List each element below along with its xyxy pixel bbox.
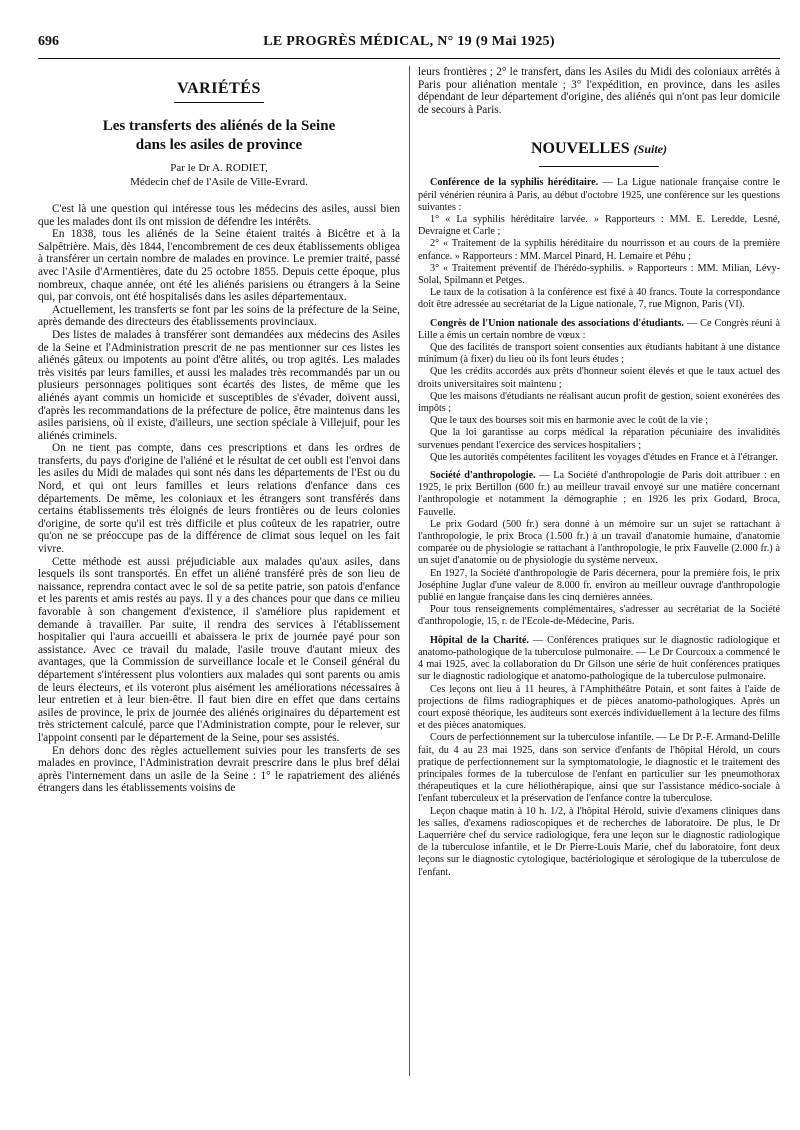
column-divider — [409, 66, 410, 1076]
news-item — [418, 732, 780, 805]
news-item-text: 2° « Traitement de la syphilis héréditaire du nourrisson et au cours de la première enfance. » Rapporteurs : MM. Marcel Pinard, H. Lemaire et Péhu ; — [418, 238, 780, 262]
news-rule — [539, 166, 659, 167]
news-title: NOUVELLES — [530, 140, 630, 158]
news-item — [418, 604, 780, 628]
article-continuation — [418, 66, 780, 116]
news-item-text: Que les crédits accordés aux prêts d'honneur soient élevés et que le taux actuel des droits universitaires soit maintenu ; — [418, 366, 780, 390]
news-item-text: Ces leçons ont lieu à 11 heures, à l'Amphithéâtre Potain, et sont faites à l'aide de projections de films radiographiques et de pièces anatomo-pathologiques. Après un court exposé théorique, les auditeurs sont exercés individuellement à la lecture des films et des pièces anatomiques. — [418, 683, 780, 732]
news-item-text: Que la loi garantisse au corps médical la réparation pécuniaire des invalidités survenues pendant l'exercice des services hospitaliers ; — [418, 427, 780, 451]
title-line-1: Les transferts des aliénés de la Seine — [102, 118, 336, 134]
news-heading — [418, 140, 780, 158]
news-item-text: — La Société d'anthropologie de Paris doit attribuer : en 1925, le prix Bertillon (600 fr.) au meilleur travail envoyé sur une matière concernant l'anthropologie et notamment la démographie ; en 1926 les prix Godard, Broca, Fauvelle. — [418, 470, 780, 518]
news-item — [418, 684, 780, 733]
news-item — [418, 214, 780, 238]
news-item-text: Que des facilités de transport soient consenties aux étudiants habitant à une distance minimum (à fixer) du lieu où ils font leurs études ; — [418, 342, 780, 366]
news-item — [418, 177, 780, 214]
news-item — [418, 635, 780, 684]
news-item-text: Que les autorités compétentes facilitent les voyages d'études en France et à l'étranger. — [430, 451, 778, 463]
news-item — [418, 427, 780, 451]
page-number: 696 — [38, 34, 59, 49]
news-item-text: — La Ligue nationale française contre le péril vénérien réunira à Paris, au début d'octobre 1925, une conférence sur les questions suivantes : — [418, 177, 780, 213]
news-item — [418, 806, 780, 879]
journal-title: LE PROGRÈS MÉDICAL, N° 19 (9 Mai 1925) — [263, 34, 555, 49]
paragraph: Cette méthode est aussi préjudiciable aux malades qu'aux asiles, dans lesquels ils sont transportés. En effet un aliéné transféré près de son lieu de naissance, reprendra contact avec le sol de sa petite patrie, son patois d'enfance et les parents et amis restés au pays. Il y a des chances pour que dans ce milieu favorable à son changement d'existence, il s'améliore plus rapidement et demande à travailler. Par suite, il rendra des services à l'établissement hospitalier qui l'aura accueilli et abaissera le prix de journée payé pour son assistance. Avec ce travail du malade, l'asile trouve d'autant mieux des avantages, que la Commission de surveillance locale et le Conseil général du département s'intéressent plus volontiers aux malades qui sont parents ou amis de leurs électeurs, et ils voteront plus aisément les améliorations nécessaires à leur entretien et à leur bien-être. Il faut bien dire en effet que dans certains asiles de province, le prix de journée des aliénés originaires du département est très strictement calculé, parce que l'Administration compte, pour le relever, sur l'appoint consenti par le département de la Seine, pour ses assistés. — [38, 555, 400, 744]
news-item — [418, 391, 780, 415]
news-item — [418, 342, 780, 366]
paragraph: En dehors donc des règles actuellement suivies pour les transferts de ses malades en province, l'Administration devrait prescrire dans le plus bref délai après l'internement dans un asile de la Seine : 1° le rapatriement des aliénés étrangers dans les établissements voisins de — [38, 744, 400, 795]
news-item-heading: Congrès de l'Union nationale des associations d'étudiants. — [430, 317, 684, 329]
page-header — [38, 30, 780, 54]
byline: Par le Dr A. RODIET, — [170, 162, 268, 174]
news-item — [418, 415, 780, 427]
byline-role: Médecin chef de l'Asile de Ville-Evrard. — [130, 176, 308, 188]
section-rule — [174, 102, 264, 103]
news-list — [418, 177, 780, 878]
news-item — [418, 470, 780, 519]
news-item-text: Le prix Godard (500 fr.) sera donné à un mémoire sur un sujet se rattachant à l'anthropologie, le prix Broca (1.500 fr.) à un travail d'anatomie humaine, d'anatomie comparée ou de physiologie se rattachant à l'anthropologie, le prix Fauvelle (2.000 fr.) à un sujet d'anatomie ou de physiologie du système nerveux. — [418, 518, 780, 567]
news-item — [418, 452, 780, 464]
news-item-text: 3° « Traitement préventif de l'hérédo-syphilis. » Rapporteurs : MM. Milian, Lévy-Solal, Spilmann et Petges. — [418, 262, 780, 286]
header-rule — [38, 58, 780, 59]
news-item-text: Le taux de la cotisation à la conférence est fixé à 40 francs. Toute la correspondance doit être adressée au secrétariat de la Ligue nationale, 7, rue Mignon, Paris (VI). — [418, 287, 780, 311]
news-item-heading: Société d'anthropologie. — [430, 470, 536, 482]
news-item-text: — Conférences pratiques sur le diagnostic radiologique et anatomo-pathologique de la tuberculose pulmonaire. — Le Dr Courcoux a commencé le 4 mai 1925, avec la collaboration du Dr Gilson une série de huit conférences pratiques sur le diagnostic radiologique et anatomo-pathologique de la tuberculose pulmonaire. — [418, 634, 780, 683]
news-item-text: Pour tous renseignements complémentaires, s'adresser au secrétariat de la Société d'anthropologie, 15, r. de l'Ecole-de-Médecine, Paris. — [418, 604, 780, 628]
news-item — [418, 238, 780, 262]
news-item — [418, 519, 780, 568]
news-item — [418, 287, 780, 311]
news-suite: (Suite) — [633, 142, 668, 157]
news-item-text: Que les maisons d'étudiants ne réalisant aucun profit de gestion, soient exonérées des impôts ; — [418, 390, 780, 415]
paragraph: En 1838, tous les aliénés de la Seine étaient traités à Bicêtre et à la Salpêtrière. Mais, dès 1844, l'encombrement de ces deux établissements obligea à transférer un certain nombre de malades en province. Le premier traité, passé avec l'Asile d'Armentières, date du 25 octobre 1855. Depuis cette époque, plus nombreux, chaque année, ont été les aliénés parisiens ou étrangers à la Seine qui, par convois, ont été hospitalisés dans les asiles départementaux. — [38, 228, 400, 304]
right-column — [418, 66, 780, 879]
news-item-text: Leçon chaque matin à 10 h. 1/2, à l'hôpital Hérold, suivie d'examens cliniques dans les salles, d'examens radioscopiques et de recherches de laboratoire. De plus, le Dr Laquerrière chef du service radiologique, fera une leçon sur le diagnostic radiologique de la tuberculose infantile, et le Dr Pierre-Louis Marie, chef du laboratoire, font deux leçons sur le diagnostic cytologique, bactériologique et sérologique de la tuberculose de l'enfant. — [418, 805, 780, 878]
left-column — [38, 66, 400, 795]
news-item — [418, 366, 780, 390]
title-line-2: dans les asiles de province — [135, 137, 303, 153]
news-item-text: Cours de perfectionnement sur la tuberculose infantile. — Le Dr P.-F. Armand-Delille fait, du 4 au 23 mai 1925, dans son service d'enfants de l'hôpital Hérold, un cours pratique de perfectionnement sur la symptomatologie, le diagnostic et le traitement des principales formes de la tuberculose de l'enfant en particulier sur les pneumothorax thérapeutiques et la cure héliothérapique, ainsi que sur l'assistance médico-sociale à l'enfant tuberculeux et la préservation de l'enfance contre la tuberculose. — [418, 732, 780, 805]
paragraph: C'est là une question qui intéresse tous les médecins des asiles, aussi bien que les malades dont ils ont mission de défendre les intérêts. — [38, 203, 400, 228]
paragraph: Des listes de malades à transférer sont demandées aux médecins des Asiles de la Seine et l'Administration prescrit de ne pas mentionner sur ces listes les aliénés gâteux ou impotents au point d'être alités, ou trop agités. Les malades très visités par leurs familles, et aussi les malades très recommandés par un ou plusieurs personnages politiques sont écartés des listes, de même que les aliénés ayant commis un homicide et susceptibles de s'évader, doivent aussi, d'après les recommandations de la préfecture de police, être maintenus dans les asiles parisiens, où il existe, d'ailleurs, une section spéciale à Villejuif, pour les aliénés criminels. — [38, 328, 400, 442]
paragraph: leurs frontières ; 2° le transfert, dans les Asiles du Midi des coloniaux arrêtés à Paris pour aliénation mentale ; 3° l'expédition, en province, dans les asiles dépendant de leur département d'origine, des aliénés qui n'ont pas leur domicile de secours à Paris. — [418, 66, 780, 116]
news-item-heading: Hôpital de la Charité. — [430, 634, 529, 646]
article-title — [38, 117, 400, 155]
article-body — [38, 203, 400, 795]
news-item — [418, 568, 780, 605]
news-item — [418, 318, 780, 342]
news-item-heading: Conférence de la syphilis héréditaire. — [430, 177, 599, 189]
news-item-text: Que le taux des bourses soit mis en harmonie avec le coût de la vie ; — [430, 415, 709, 427]
news-item-text: 1° « La syphilis héréditaire larvée. » Rapporteurs : MM. E. Leredde, Lesné, Devraigne et Carle ; — [418, 213, 780, 238]
section-heading: VARIÉTÉS — [177, 80, 261, 97]
news-item-text: — Ce Congrès réuni à Lille a émis un certain nombre de vœux : — [418, 317, 780, 341]
news-item — [418, 263, 780, 287]
news-item-text: En 1927, la Société d'anthropologie de Paris décernera, pour la première fois, le prix Joséphine Juglar d'une valeur de 8.000 fr. environ au meilleur ouvrage d'anthropologie publié en langue française dans les cinq dernières années. — [418, 567, 780, 604]
paragraph: On ne tient pas compte, dans ces prescriptions et dans les ordres de transferts, du pays d'origine de l'aliéné et le résultat de cet oubli est l'envoi dans les asiles du Midi de malades qui sont nés dans les départements de l'Est ou du Nord, et qui ont leurs familles et leurs relations d'enfance dans ces départements. De même, les coloniaux et les étrangers sont transférés dans certains établissements très éloignés de leurs frontières ou de leurs colonies d'origine, de sorte qu'il est très difficile et plus coûteux de les rapatrier, outre qu'on ne se préoccupe pas de la différence de climat sous lequel on les fait vivre. — [38, 442, 400, 556]
paragraph: Actuellement, les transferts se font par les soins de la préfecture de la Seine, après demande des directeurs des établissements provinciaux. — [38, 303, 400, 329]
